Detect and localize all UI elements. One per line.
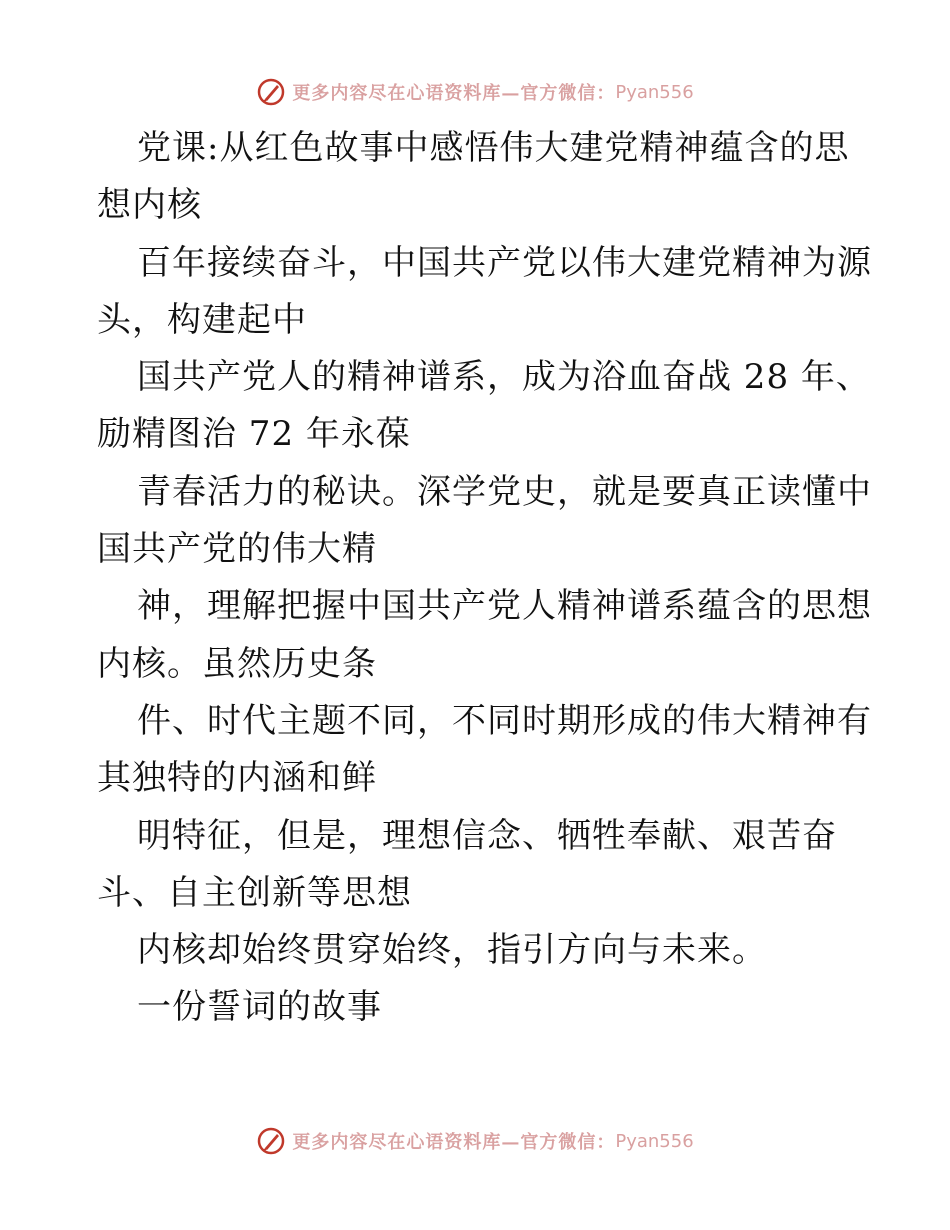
footer-watermark [0, 1121, 950, 1161]
paragraph-line: 神，理解把握中国共产党人精神谱系蕴含的思想 [137, 586, 872, 627]
document-body [97, 120, 872, 1037]
watermark-wechat-id: Pyan556 [615, 81, 694, 103]
paragraph-line: 其独特的内涵和鲜 [97, 758, 377, 799]
paragraph-line: 百年接续奋斗，中国共产党以伟大建党精神为源 [137, 242, 872, 283]
paragraph-line: 斗、自主创新等思想 [97, 872, 412, 913]
paragraph-line: 明特征，但是，理想信念、牺牲奉献、艰苦奋 [137, 815, 837, 856]
watermark-text: 更多内容尽在心语资料库—官方微信： [292, 83, 616, 104]
paragraph-line: 想内核 [97, 185, 202, 226]
paragraph-line: 党课:从红色故事中感悟伟大建党精神蕴含的思 [137, 128, 850, 168]
watermark-wechat-id: Pyan556 [615, 1130, 694, 1152]
paragraph-line: 国共产党人的精神谱系，成为浴血奋战 28 年、 [137, 357, 871, 398]
paragraph-line: 头，构建起中 [97, 299, 307, 340]
paragraph-line: 件、时代主题不同，不同时期形成的伟大精神有 [137, 700, 872, 741]
paragraph-line: 内核。虽然历史条 [97, 643, 377, 684]
paragraph-line: 一份誓词的故事 [137, 987, 382, 1028]
paragraph-line: 青春活力的秘诀。深学党史，就是要真正读懂中 [137, 471, 872, 512]
quill-logo-icon [256, 77, 286, 107]
paragraph-line: 国共产党的伟大精 [97, 529, 377, 570]
quill-logo-icon [256, 1126, 286, 1156]
paragraph-line: 励精图治 72 年永葆 [97, 414, 411, 455]
header-watermark [0, 72, 950, 112]
paragraph-line: 内核却始终贯穿始终，指引方向与未来。 [137, 930, 767, 971]
watermark-text: 更多内容尽在心语资料库—官方微信： [292, 1132, 616, 1153]
